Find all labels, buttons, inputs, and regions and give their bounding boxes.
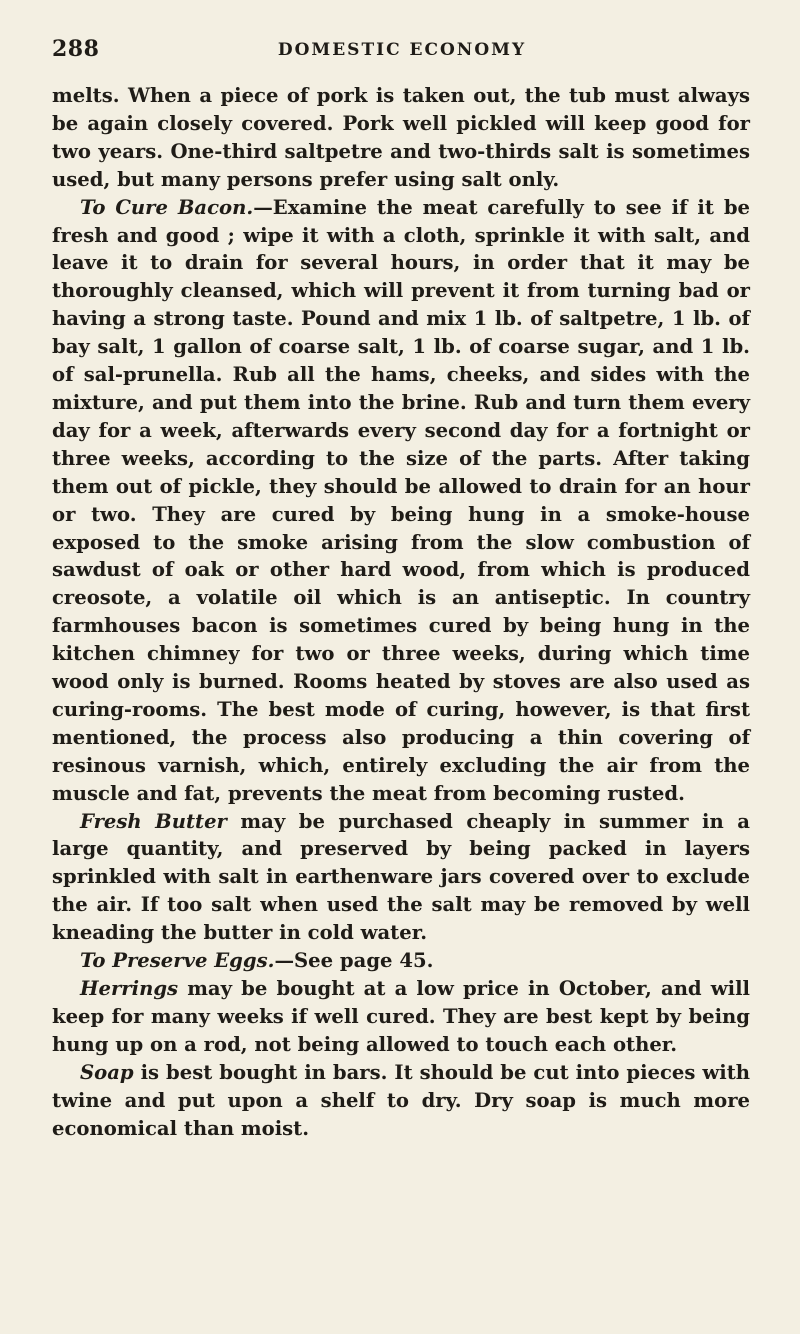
paragraph-soap <box>52 1059 750 1143</box>
paragraph-text: —See page 45. <box>274 949 434 973</box>
section-heading: To Cure Bacon. <box>80 195 254 219</box>
section-heading: Fresh Butter <box>80 809 227 833</box>
paragraph-text: —Examine the meat carefully to see if it be fresh and good ; wipe it with a cloth, sprinkle it with salt, and leave it to drain for several hours, in order that it may be thoroughly cleansed, which will prevent it from turning bad or having a strong taste. Pound and mix 1 lb. of saltpetre, 1 lb. of bay salt, 1 gallon of coarse salt, 1 lb. of coarse sugar, and 1 lb. of sal-prunella. Rub all the hams, cheeks, and sides with the mixture, and put them into the brine. Rub and turn them every day for a week, afterwards every second day for a fortnight or three weeks, according to the size of the parts. After taking them out of pickle, they should be allowed to drain for an hour or two. They are cured by being hung in a smoke-house exposed to the smoke arising from the slow combustion of sawdust of oak or other hard wood, from which is produced creosote, a volatile oil which is an antiseptic. In country farmhouses bacon is sometimes cured by being hung in the kitchen chimney for two or three weeks, during which time wood only is burned. Rooms heated by stoves are also used as curing-rooms. The best mode of curing, however, is that first mentioned, the process also producing a thin covering of resinous varnish, which, entirely excluding the air from the muscle and fat, prevents the meat from becoming rusted. <box>52 195 750 805</box>
section-heading: Herrings <box>80 977 179 1000</box>
paragraph-cure-bacon <box>52 194 750 808</box>
paragraph-text: melts. When a piece of pork is taken out, the tub must always be again closely covered. Pork well pickled will keep good for two years. One-third saltpetre and two-thirds salt is sometimes used, but many persons prefer using salt only. <box>52 84 750 191</box>
page-header <box>52 36 752 66</box>
paragraph-text: is best bought in bars. It should be cut into pieces with twine and put upon a shelf to dry. Dry soap is much more economical than moist. <box>52 1060 750 1140</box>
body-text <box>52 82 750 1142</box>
section-heading: Soap <box>80 1060 134 1084</box>
section-heading: To Preserve Eggs. <box>80 949 275 973</box>
paragraph-fresh-butter <box>52 808 750 948</box>
paragraph-text: may be purchased cheaply in summer in a large quantity, and preserved by being packed in layers sprinkled with salt in earthenware jars covered over to exclude the air. If too salt when used the salt may be removed by well kneading the butter in cold water. <box>52 809 750 945</box>
paragraph-pork <box>52 82 750 194</box>
paragraph-text: may be bought at a low price in October, and will keep for many weeks if well cured. They are best kept by being hung up on a rod, not being allowed to touch each other. <box>52 977 750 1056</box>
paragraph-herrings <box>52 975 750 1059</box>
running-title: DOMESTIC ECONOMY <box>277 40 527 60</box>
paragraph-preserve-eggs <box>52 947 750 975</box>
page-number: 288 <box>52 36 100 62</box>
